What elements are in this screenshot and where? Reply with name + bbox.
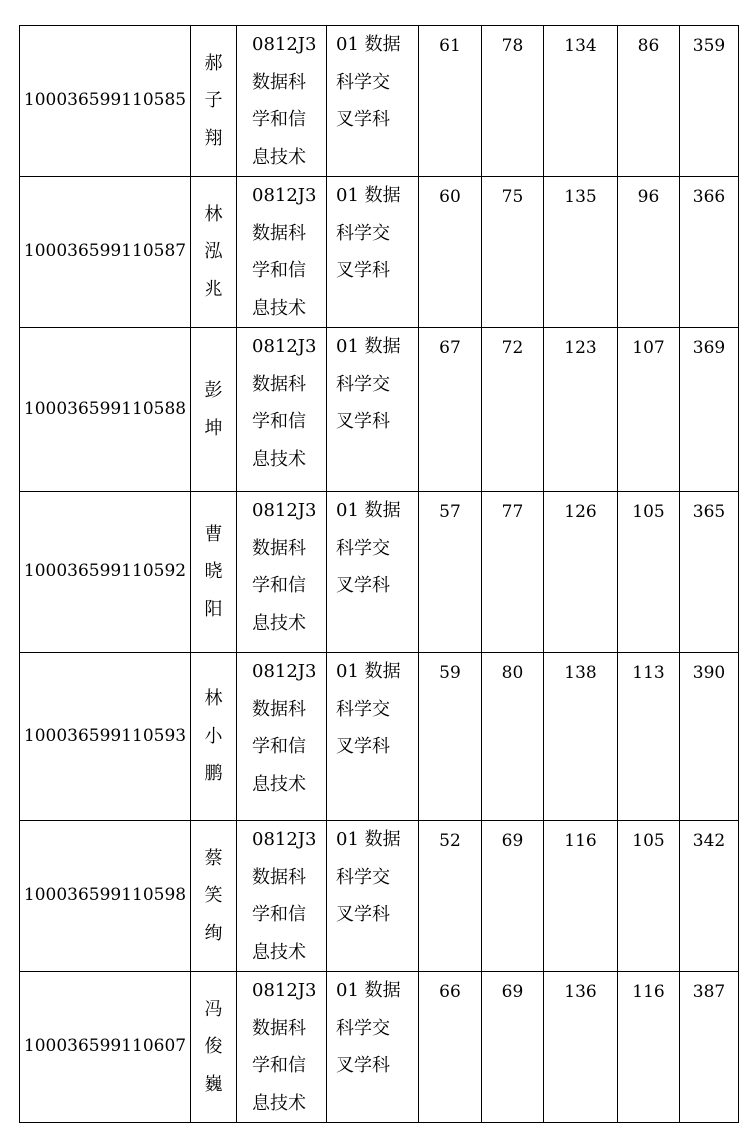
politics-score-cell (419, 653, 482, 821)
direction-line: 叉学科 (336, 109, 390, 130)
name-character: 翔 (204, 127, 223, 149)
major-cell (237, 26, 327, 177)
major-line: 息技术 (252, 612, 306, 634)
table-row (20, 492, 739, 653)
politics-score-cell (419, 821, 482, 972)
score-value: 69 (501, 982, 524, 1002)
major-line: 息技术 (252, 448, 306, 470)
direction-line: 科学交 (336, 71, 390, 93)
candidate-name-cell (191, 492, 237, 653)
direction-line: 科学交 (336, 1017, 390, 1039)
score-value: 57 (439, 502, 461, 522)
admission-score-table (19, 25, 739, 1123)
subject2-score-cell (618, 972, 680, 1123)
research-direction-cell (327, 328, 419, 492)
subject2-score-cell (618, 328, 680, 492)
major-line: 息技术 (252, 297, 306, 319)
candidate-name-cell (191, 972, 237, 1123)
major-line: 数据科 (252, 866, 306, 888)
name-character: 笑 (204, 885, 223, 907)
major-line: 数据科 (252, 1017, 306, 1039)
name-character: 彭 (204, 380, 223, 401)
major-line: 学和信 (252, 260, 306, 281)
name-character: 巍 (204, 1073, 223, 1095)
subject1-score-cell (544, 821, 618, 972)
major-line: 学和信 (252, 904, 306, 925)
major-cell (237, 177, 327, 328)
score-value: 107 (632, 338, 665, 358)
candidate-id-cell: 100036599110598 (20, 821, 191, 972)
score-value: 136 (564, 982, 597, 1002)
major-line: 0812J3 (252, 500, 317, 521)
score-value: 342 (692, 831, 726, 851)
research-direction-cell (327, 972, 419, 1123)
table-row (20, 26, 739, 177)
name-character: 小 (204, 725, 223, 747)
major-line: 数据科 (252, 698, 306, 720)
name-character: 郝 (204, 52, 223, 74)
score-value: 60 (439, 187, 461, 207)
english-score-cell (482, 492, 544, 653)
english-score-cell (482, 177, 544, 328)
english-score-cell (482, 26, 544, 177)
major-line: 数据科 (252, 537, 306, 559)
major-line: 息技术 (252, 941, 306, 963)
major-cell (237, 972, 327, 1123)
subject1-score-cell (544, 653, 618, 821)
major-line: 0812J3 (252, 34, 317, 55)
score-value: 366 (692, 187, 726, 207)
name-character: 阳 (204, 598, 223, 620)
direction-line: 叉学科 (336, 736, 390, 757)
score-value: 72 (501, 338, 524, 358)
direction-line: 科学交 (336, 373, 390, 395)
name-character: 曹 (204, 523, 223, 545)
score-value: 105 (632, 831, 665, 851)
major-cell (237, 653, 327, 821)
name-character: 林 (204, 688, 223, 710)
major-line: 0812J3 (252, 661, 317, 682)
direction-line: 01 数据 (336, 661, 401, 682)
name-character: 俊 (204, 1036, 223, 1058)
direction-line: 叉学科 (336, 260, 390, 281)
major-line: 息技术 (252, 146, 306, 168)
total-score-cell (680, 653, 739, 821)
direction-line: 01 数据 (336, 185, 401, 206)
score-value: 67 (439, 338, 461, 358)
subject2-score-cell (618, 492, 680, 653)
score-value: 138 (564, 663, 597, 683)
score-value: 359 (692, 36, 726, 56)
score-value: 390 (692, 663, 726, 683)
score-value: 80 (501, 663, 524, 683)
candidate-id-cell: 100036599110588 (20, 328, 191, 492)
subject1-score-cell (544, 328, 618, 492)
total-score-cell (680, 26, 739, 177)
table-body (20, 26, 739, 1123)
score-value: 61 (439, 36, 461, 56)
name-character: 蔡 (204, 847, 223, 869)
major-line: 0812J3 (252, 829, 317, 850)
name-character: 坤 (204, 417, 223, 439)
research-direction-cell (327, 26, 419, 177)
subject2-score-cell (618, 653, 680, 821)
candidate-name-cell (191, 328, 237, 492)
candidate-id-cell: 100036599110592 (20, 492, 191, 653)
total-score-cell (680, 328, 739, 492)
table-row (20, 653, 739, 821)
research-direction-cell (327, 177, 419, 328)
major-line: 息技术 (252, 773, 306, 795)
english-score-cell (482, 653, 544, 821)
direction-line: 叉学科 (336, 1055, 390, 1076)
score-value: 86 (637, 36, 660, 56)
subject1-score-cell (544, 972, 618, 1123)
score-value: 126 (564, 502, 597, 522)
politics-score-cell (419, 492, 482, 653)
score-value: 52 (439, 831, 461, 851)
score-value: 116 (632, 982, 665, 1002)
score-value: 113 (632, 663, 665, 683)
name-character: 兆 (204, 278, 223, 300)
major-line: 学和信 (252, 411, 306, 432)
candidate-name-cell (191, 26, 237, 177)
major-line: 数据科 (252, 373, 306, 395)
score-value: 134 (564, 36, 597, 56)
direction-line: 01 数据 (336, 980, 401, 1001)
table-row (20, 328, 739, 492)
direction-line: 01 数据 (336, 829, 401, 850)
english-score-cell (482, 972, 544, 1123)
score-value: 78 (501, 36, 524, 56)
major-line: 学和信 (252, 1055, 306, 1076)
name-character: 泓 (204, 241, 223, 263)
major-line: 数据科 (252, 222, 306, 244)
direction-line: 01 数据 (336, 34, 401, 55)
major-line: 学和信 (252, 109, 306, 130)
major-cell (237, 821, 327, 972)
candidate-id-cell: 100036599110587 (20, 177, 191, 328)
total-score-cell (680, 972, 739, 1123)
total-score-cell (680, 492, 739, 653)
politics-score-cell (419, 328, 482, 492)
direction-line: 科学交 (336, 222, 390, 244)
name-character: 绚 (204, 922, 223, 944)
major-cell (237, 328, 327, 492)
score-value: 96 (637, 187, 660, 207)
subject1-score-cell (544, 177, 618, 328)
subject1-score-cell (544, 26, 618, 177)
direction-line: 科学交 (336, 537, 390, 559)
candidate-name-cell (191, 821, 237, 972)
score-value: 135 (564, 187, 597, 207)
table-row (20, 972, 739, 1123)
total-score-cell (680, 177, 739, 328)
score-value: 123 (564, 338, 597, 358)
major-line: 0812J3 (252, 185, 317, 206)
direction-line: 科学交 (336, 866, 390, 888)
score-value: 66 (439, 982, 461, 1002)
score-value: 369 (692, 338, 726, 358)
score-value: 365 (692, 502, 726, 522)
name-character: 林 (204, 203, 223, 225)
direction-line: 叉学科 (336, 904, 390, 925)
subject2-score-cell (618, 821, 680, 972)
candidate-name-cell (191, 653, 237, 821)
direction-line: 叉学科 (336, 575, 390, 596)
major-cell (237, 492, 327, 653)
research-direction-cell (327, 821, 419, 972)
english-score-cell (482, 821, 544, 972)
major-line: 数据科 (252, 71, 306, 93)
direction-line: 01 数据 (336, 336, 401, 357)
score-value: 387 (692, 982, 726, 1002)
name-character: 鹏 (204, 763, 223, 785)
name-character: 子 (204, 90, 223, 112)
major-line: 学和信 (252, 736, 306, 757)
candidate-id-cell: 100036599110607 (20, 972, 191, 1123)
major-line: 学和信 (252, 575, 306, 596)
major-line: 0812J3 (252, 980, 317, 1001)
table-row (20, 821, 739, 972)
politics-score-cell (419, 972, 482, 1123)
total-score-cell (680, 821, 739, 972)
name-character: 冯 (204, 998, 223, 1020)
score-value: 77 (501, 502, 524, 522)
score-value: 116 (564, 831, 597, 851)
table-row (20, 177, 739, 328)
major-line: 息技术 (252, 1092, 306, 1114)
score-value: 105 (632, 502, 665, 522)
subject1-score-cell (544, 492, 618, 653)
name-character: 晓 (204, 561, 223, 583)
score-value: 69 (501, 831, 524, 851)
politics-score-cell (419, 26, 482, 177)
direction-line: 叉学科 (336, 411, 390, 432)
major-line: 0812J3 (252, 336, 317, 357)
candidate-id-cell: 100036599110585 (20, 26, 191, 177)
direction-line: 01 数据 (336, 500, 401, 521)
research-direction-cell (327, 653, 419, 821)
politics-score-cell (419, 177, 482, 328)
subject2-score-cell (618, 26, 680, 177)
subject2-score-cell (618, 177, 680, 328)
research-direction-cell (327, 492, 419, 653)
candidate-name-cell (191, 177, 237, 328)
direction-line: 科学交 (336, 698, 390, 720)
score-value: 75 (501, 187, 524, 207)
english-score-cell (482, 328, 544, 492)
score-value: 59 (439, 663, 461, 683)
candidate-id-cell: 100036599110593 (20, 653, 191, 821)
